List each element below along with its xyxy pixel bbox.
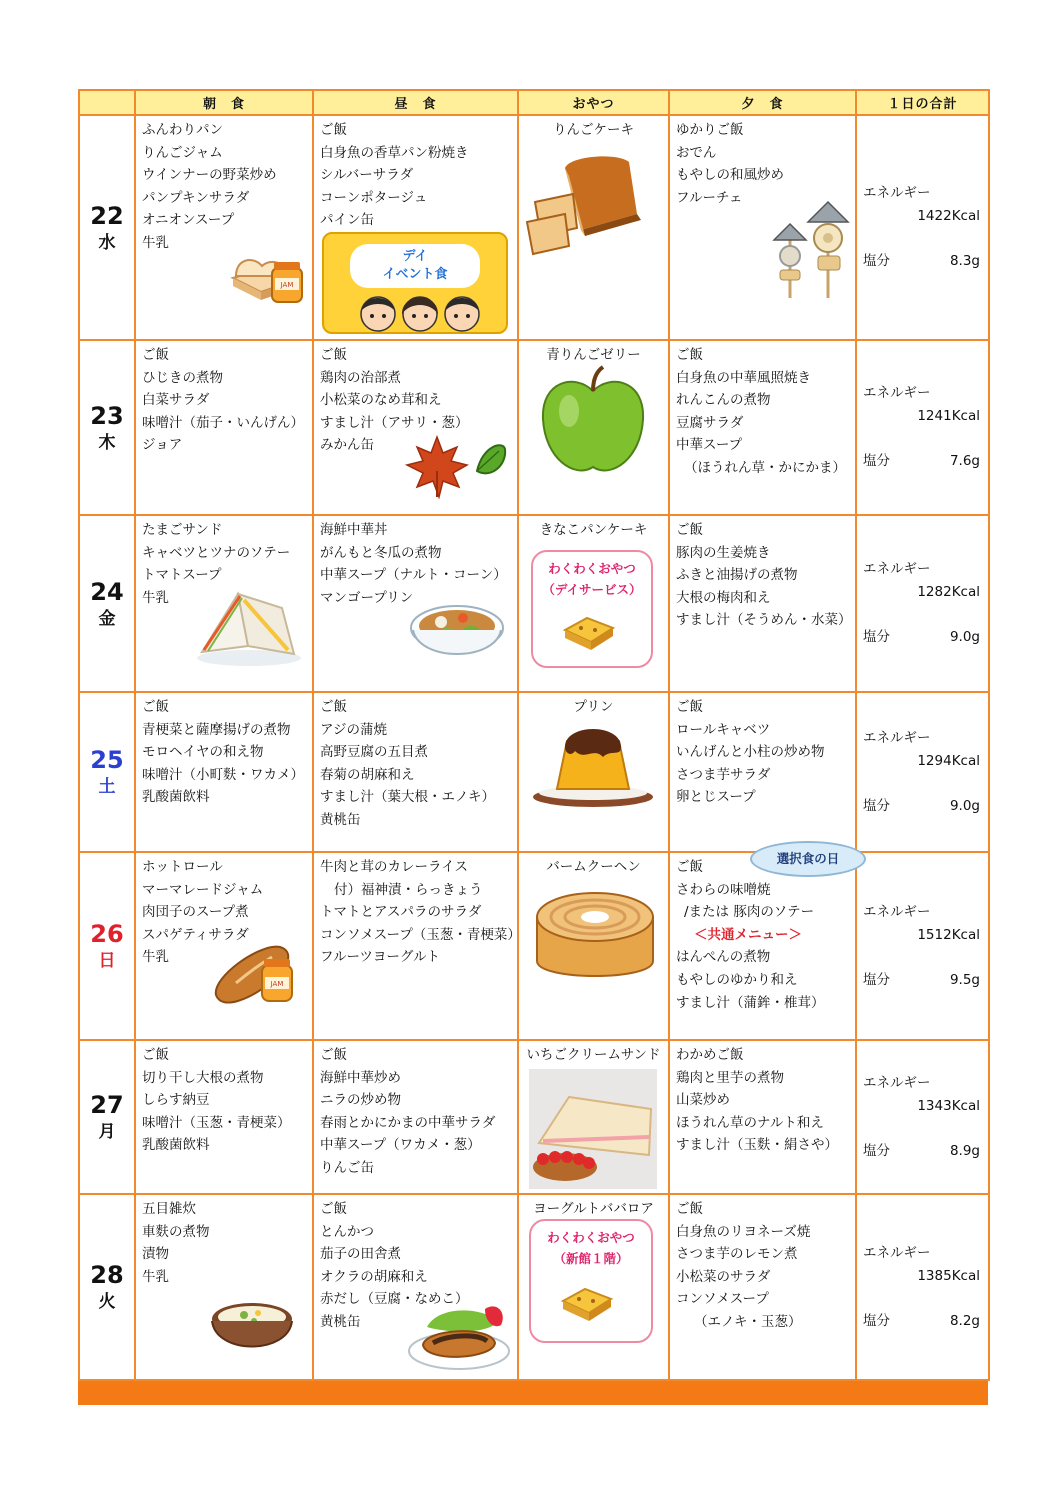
breakfast-item: 牛乳 [142,234,169,251]
salt-value: 8.9g [949,1142,980,1159]
dinner-list [670,1195,855,1334]
breakfast-list [136,1195,312,1288]
event-sign-icon [322,232,508,334]
snack-name: きなこパンケーキ [539,522,648,538]
breakfast-list [136,341,312,457]
dinner-list [670,693,855,809]
salt-value: 8.3g [949,253,980,269]
dinner-item: さつま芋のレモン煮 [676,1246,798,1263]
green-apple-icon [535,363,651,481]
weekday: 水 [98,232,116,253]
energy-label: エネルギー [863,385,931,401]
breakfast-item: 車麩の煮物 [142,1223,210,1240]
day-number: 26 [90,920,124,948]
snack-name: 青りんごゼリー [546,347,641,363]
salt-value: 9.0g [949,797,980,814]
energy-value: 1385Kcal [917,1267,980,1284]
dinner-item: わかめご飯 [676,1047,744,1063]
pound-cake-icon [525,138,657,256]
salt-line [863,1310,980,1333]
wakuwaku-note: （新館１階） [553,1251,629,1266]
lunch-cell [313,340,518,515]
day-number: 24 [90,577,124,606]
salt-label: 塩分 [863,453,890,469]
dinner-item: 豆腐サラダ [676,414,744,431]
lunch-item: 海鮮中華炒め [320,1069,401,1086]
lunch-list [314,693,517,832]
header-breakfast: 朝 食 [135,90,313,115]
dinner-item: ご飯 [676,859,703,875]
snack-cell [518,692,669,852]
dinner-item: 山菜炒め [676,1092,730,1109]
lunch-item: ご飯 [320,1047,347,1063]
dinner-item: （ほうれん草・かにかま） [684,459,846,476]
salt-label: 塩分 [863,1142,890,1159]
lunch-item: コーンポタージュ [320,189,428,206]
breakfast-cell [135,852,313,1040]
breakfast-item: 味噌汁（玉葱・青梗菜） [142,1114,291,1131]
energy-value: 1282Kcal [917,584,980,600]
lunch-item: シルバーサラダ [320,167,414,184]
lunch-item: 付）福神漬・らっきょう [334,881,483,898]
strawberry-cream-sandwich-icon [529,1069,657,1189]
dinner-cell [669,692,856,852]
lunch-item: トマトとアスパラのサラダ [320,904,482,921]
breakfast-item: 牛乳 [142,1268,169,1285]
snack-name: りんごケーキ [553,122,634,138]
snack-cell [518,115,669,340]
lunch-item: 鶏肉の治部煮 [320,369,401,386]
date-cell [79,115,135,340]
lunch-list [314,516,517,609]
snack-name: バームクーヘン [546,859,641,875]
date-cell [79,1194,135,1380]
weekday: 火 [98,1292,116,1312]
weekday: 木 [98,432,116,453]
breakfast-item: ジョア [142,437,183,454]
breakfast-item: りんごジャム [142,144,223,161]
dinner-cell [669,115,856,340]
daily-total-cell [856,340,989,515]
breakfast-cell [135,1040,313,1194]
header-lunch: 昼 食 [313,90,518,115]
dinner-cell [669,515,856,692]
lunch-item: ご飯 [320,347,347,363]
kinako-pancake-icon [561,608,617,654]
breakfast-cell [135,1194,313,1380]
wakuwaku-snack-badge [531,550,653,668]
date-cell [79,852,135,1040]
day-number: 28 [90,1261,124,1289]
salt-line [863,795,980,818]
energy-label: エネルギー [863,561,931,577]
sandwich-icon [194,588,304,668]
bread-roll-icon [210,937,300,1011]
salt-line [863,250,980,273]
lunch-cell [313,1040,518,1194]
lunch-item: とんかつ [320,1223,374,1240]
weekday: 金 [98,608,116,629]
breakfast-item: モロヘイヤの和え物 [142,744,264,761]
header-dinner: 夕 食 [669,90,856,115]
dinner-item: ご飯 [676,1201,703,1217]
snack-cell [518,1040,669,1194]
breakfast-item: オニオンスープ [142,212,235,229]
dinner-item: 小松菜のサラダ [676,1268,771,1285]
dinner-item: 鶏肉と里芋の煮物 [676,1069,784,1086]
dinner-item: いんげんと小柱の炒め物 [676,744,825,761]
dinner-item: ご飯 [676,522,703,538]
lunch-item: コンソメスープ（玉葱・青梗菜） [320,926,521,943]
dinner-item: さつま芋サラダ [676,766,771,783]
weekday: 月 [98,1122,116,1142]
daily-total-cell [856,115,989,340]
lunch-item: 小松菜のなめ茸和え [320,392,442,409]
dinner-item: はんぺんの煮物 [676,949,771,966]
daily-total-cell [856,515,989,692]
dinner-list [670,853,855,1014]
kinako-pancake-icon [559,1279,615,1325]
lunch-item: 白身魚の香草パン粉焼き [320,144,469,161]
lunch-item: すまし汁（葉大根・エノキ） [320,789,495,806]
lunch-item: ご飯 [320,122,347,138]
dinner-item: ＜共通メニュー＞ [694,926,802,943]
salt-label: 塩分 [863,797,890,814]
breakfast-item: マーマレードジャム [142,881,264,898]
menu-row-26 [79,852,989,1040]
dinner-item: 中華スープ [676,437,743,454]
lunch-item: りんご缶 [320,1159,374,1176]
dinner-item: ロールキャベツ [676,721,771,738]
day-number: 27 [90,1091,124,1119]
selection-day-badge: 選択食の日 [750,841,866,877]
dinner-item: ほうれん草のナルト和え [676,1114,824,1131]
dinner-item: ご飯 [676,699,703,715]
energy-value: 1241Kcal [917,408,980,424]
breakfast-item: ご飯 [142,699,169,715]
lunch-item: マンゴープリン [320,589,414,606]
lunch-item: パイン缶 [320,212,374,229]
children-faces [356,292,486,334]
energy-value: 1343Kcal [917,1097,980,1114]
snack-cell [518,852,669,1040]
snack-cell [518,515,669,692]
lunch-item: 高野豆腐の五目煮 [320,744,428,761]
snack-name: ヨーグルトババロア [533,1201,654,1217]
salt-label: 塩分 [863,1312,890,1329]
lunch-item: みかん缶 [320,437,374,454]
day-number: 22 [90,201,124,230]
wakuwaku-snack-badge [529,1219,653,1343]
chinese-rice-bowl-icon [407,598,507,672]
salt-value: 9.5g [949,971,980,988]
dinner-list [670,341,855,480]
lunch-item: 海鮮中華丼 [320,522,388,538]
dinner-item: すまし汁（そうめん・水菜） [676,612,852,629]
breakfast-item: 味噌汁（小町麩・ワカメ） [142,766,304,783]
daily-total-cell [856,852,989,1040]
dinner-item: もやしのゆかり和え [676,971,798,988]
lunch-list [314,1041,517,1180]
salt-line [863,1140,980,1163]
date-cell [79,692,135,852]
lunch-item: オクラの胡麻和え [320,1268,428,1285]
energy-value: 1294Kcal [917,752,980,769]
salt-value: 7.6g [949,453,980,469]
event-sign-line: イベント食 [382,267,448,282]
breakfast-item: 白菜サラダ [142,392,210,409]
dinner-item: れんこんの煮物 [676,392,771,409]
menu-row-27 [79,1040,989,1194]
header-total: １日の合計 [856,90,989,115]
weekday: 土 [98,777,116,797]
breakfast-cell [135,115,313,340]
energy-label: エネルギー [863,903,931,920]
menu-table [78,89,990,1381]
snack-cell [518,340,669,515]
breakfast-item: ひじきの煮物 [142,369,223,386]
breakfast-item: ご飯 [142,1047,169,1063]
dinner-list [670,516,855,632]
breakfast-item: たまごサンド [142,522,223,538]
lunch-item: 中華スープ（ワカメ・葱） [320,1137,481,1154]
salt-line [863,626,980,649]
breakfast-item: しらす納豆 [142,1092,210,1109]
lunch-item: 茄子の田舎煮 [320,1246,401,1263]
lunch-item: 中華スープ（ナルト・コーン） [320,567,507,584]
breakfast-item: パンプキンサラダ [142,189,250,206]
dinner-item: （エノキ・玉葱） [694,1313,802,1330]
date-cell [79,1040,135,1194]
header-snack: おやつ [518,90,669,115]
event-sign-line: デイ [402,249,428,264]
energy-label: エネルギー [863,1074,931,1091]
dinner-item: 白身魚のリヨネーズ焼 [676,1223,811,1240]
dinner-item: 大根の梅肉和え [676,589,771,606]
breakfast-item: 乳酸菌飲料 [142,1137,210,1154]
snack-name: プリン [573,699,614,715]
snack-name: いちごクリームサンド [526,1047,661,1063]
lunch-cell [313,1194,518,1380]
breakfast-item: スパゲティサラダ [142,926,249,943]
wakuwaku-note: わくわくおやつ [548,561,636,576]
footer-bar [78,1381,988,1405]
breakfast-list [136,693,312,809]
menu-row-28 [79,1194,989,1380]
dinner-item: 豚肉の生姜焼き [676,544,771,561]
maple-leaves-icon [399,431,511,499]
daily-total-cell [856,692,989,852]
breakfast-item: ふんわりパン [142,122,223,138]
salt-line [863,969,980,992]
lunch-item: すまし汁（アサリ・葱） [320,414,469,431]
dinner-list [670,1041,855,1157]
energy-value: 1512Kcal [917,926,980,943]
day-number: 25 [90,746,124,774]
lunch-item: がんもと冬瓜の煮物 [320,544,442,561]
breakfast-item: 青梗菜と薩摩揚げの煮物 [142,721,291,738]
dinner-item: ゆかりご飯 [676,122,744,138]
lunch-item: アジの蒲焼 [320,721,387,738]
wakuwaku-note: わくわくおやつ [547,1230,635,1245]
menu-row-23 [79,340,989,515]
weekday: 日 [98,951,116,971]
salt-label: 塩分 [863,971,890,988]
dinner-item: ふきと油揚げの煮物 [676,567,798,584]
menu-row-22 [79,115,989,340]
lunch-item: 黄桃缶 [320,811,361,828]
breakfast-cell [135,340,313,515]
lunch-item: 黄桃缶 [320,1313,361,1330]
dinner-item: ご飯 [676,347,703,363]
breakfast-item: ホットロール [142,859,223,875]
lunch-item: フルーツヨーグルト [320,949,441,966]
breakfast-item: 五目雑炊 [142,1201,196,1217]
lunch-item: 赤だし（豆腐・なめこ） [320,1291,469,1308]
pudding-icon [527,717,659,809]
dinner-item: もやしの和風炒め [676,167,784,184]
breakfast-cell [135,515,313,692]
zosui-icon [208,1289,296,1365]
daily-total-cell [856,1194,989,1380]
breakfast-item: トマトスープ [142,567,222,584]
lunch-list [314,853,521,969]
daily-total-cell [856,1040,989,1194]
breakfast-cell [135,692,313,852]
dinner-list [670,116,855,209]
svg-text:JAM: JAM [280,281,294,289]
breakfast-item: ウインナーの野菜炒め [142,167,277,184]
baumkuchen-icon [533,877,657,987]
breakfast-item: 切り干し大根の煮物 [142,1069,264,1086]
bread-jam-icon [228,228,310,308]
menu-row-24 [79,515,989,692]
day-number: 23 [90,401,124,430]
salt-value: 9.0g [949,629,980,645]
wakuwaku-note: （デイサービス） [542,582,642,597]
header-row [79,90,989,115]
salt-value: 8.2g [949,1312,980,1329]
breakfast-item: 肉団子のスープ煮 [142,904,249,921]
date-cell [79,340,135,515]
svg-text:JAM: JAM [270,980,284,988]
lunch-item: 春菊の胡麻和え [320,766,415,783]
salt-line [863,450,980,473]
dinner-item: すまし汁（玉麩・絹さや） [676,1137,838,1154]
dinner-item: 卵とじスープ [676,789,756,806]
lunch-item: 春雨とかにかまの中華サラダ [320,1114,496,1131]
dinner-item: さわらの味噌焼 [676,881,771,898]
menu-row-25 [79,692,989,852]
dinner-item: 白身魚の中華風照焼き [676,369,811,386]
dinner-item: おでん [676,144,717,161]
lunch-list [314,116,517,232]
lunch-cell [313,115,518,340]
dinner-cell [669,1194,856,1380]
lunch-item: ニラの炒め物 [320,1092,401,1109]
energy-value: 1422Kcal [917,208,980,224]
energy-label: エネルギー [863,729,931,746]
energy-label: エネルギー [863,1244,931,1261]
header-date [79,90,135,115]
breakfast-item: ご飯 [142,347,169,363]
lunch-cell [313,852,521,1040]
breakfast-item: 味噌汁（茄子・いんげん） [142,414,304,431]
salt-label: 塩分 [863,629,890,645]
breakfast-item: 乳酸菌飲料 [142,789,210,806]
dinner-cell [669,1040,856,1194]
dinner-item: コンソメスープ [676,1291,769,1308]
breakfast-item: 漬物 [142,1246,169,1263]
lunch-item: ご飯 [320,699,347,715]
dinner-item: フルーチェ [676,189,743,206]
date-cell [79,515,135,692]
oden-icon [760,198,852,302]
breakfast-item: キャベツとツナのソテー [142,544,291,561]
lunch-item: 牛肉と茸のカレーライス [320,859,468,875]
breakfast-list [136,1041,312,1157]
energy-label: エネルギー [863,185,931,201]
lunch-cell [313,515,518,692]
breakfast-item: 牛乳 [142,589,169,606]
breakfast-item: 牛乳 [142,949,169,966]
dinner-item: すまし汁（蒲鉾・椎茸） [676,994,825,1011]
dinner-item: /または 豚肉のソテー [684,904,815,921]
snack-cell [518,1194,669,1380]
salt-label: 塩分 [863,253,890,269]
lunch-cell [313,692,518,852]
dinner-cell [669,852,856,1040]
lunch-item: ご飯 [320,1201,347,1217]
event-sign-text [350,244,480,288]
tonkatsu-icon [407,1299,511,1371]
dinner-cell [669,340,856,515]
